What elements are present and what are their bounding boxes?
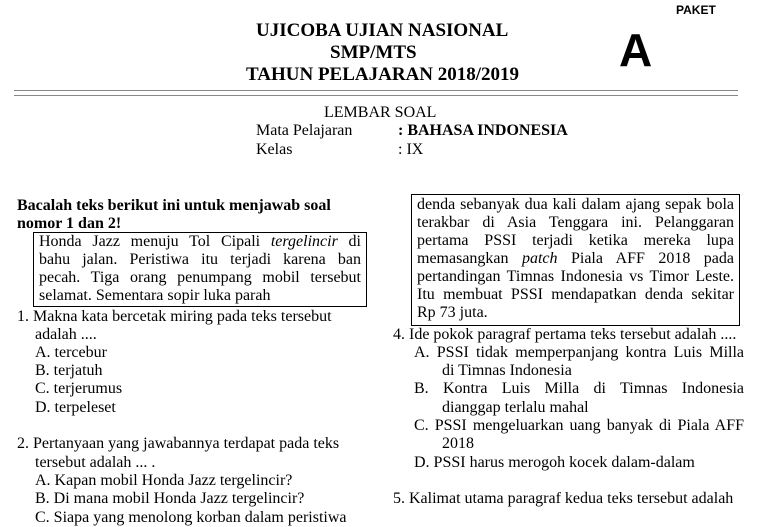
subject-label: Mata Pelajaran (256, 122, 353, 139)
passage-right-line-3: pertama PSSI terjadi ketika mereka lupa (417, 232, 734, 249)
q4-option-c[interactable] (414, 417, 744, 435)
q5-stem: 5. Kalimat utama paragraf kedua teks tersebut adalah (393, 490, 734, 507)
q4-option-b-line-1: B. Kontra Luis Milla di Timnas Indonesia (414, 380, 744, 397)
exam-title: UJICOBA UJIAN NASIONAL (256, 20, 509, 41)
instruction-line-1: Bacalah teks berikut ini untuk menjawab soal (17, 197, 331, 214)
passage-right-line-1: denda sebanyak dua kali dalam ajang sepak bola (417, 196, 734, 213)
q1-option-a[interactable]: A. tercebur (35, 344, 107, 361)
paket-letter: A (619, 24, 653, 76)
academic-year: TAHUN PELAJARAN 2018/2019 (246, 64, 520, 85)
q4-stem: 4. Ide pokok paragraf pertama teks tersebut adalah .... (393, 326, 737, 343)
q4-option-a[interactable] (414, 344, 744, 362)
q4-option-c-line-1: C. PSSI mengeluarkan uang banyak di Piala AFF (414, 417, 744, 434)
passage-box-left (33, 232, 367, 307)
passage-right-line-5: pertandingan Timnas Indonesia vs Timor Leste. (417, 268, 734, 285)
q2-stem-1: 2. Pertanyaan yang jawabannya terdapat pada teks (17, 435, 340, 452)
sheet-title: LEMBAR SOAL (324, 104, 437, 121)
passage-right-line-6: Itu membuat PSSI mendapatkan denda sekitar (417, 286, 734, 303)
q1-stem-1: 1. Makna kata bercetak miring pada teks tersebut (17, 308, 332, 325)
passage-right-line-4: memasangkan patch Piala AFF 2018 pada (417, 250, 734, 267)
passage-right-line-2: terakbar di Asia Tenggara ini. Pelanggaran (417, 214, 734, 231)
q2-option-b[interactable]: B. Di mana mobil Honda Jazz tergelincir? (35, 490, 305, 507)
q4-option-b[interactable] (414, 380, 744, 398)
q1-option-c[interactable]: C. terjerumus (35, 380, 123, 397)
subject-value: : BAHASA INDONESIA (398, 122, 568, 139)
passage-right-line-7: Rp 73 juta. (417, 304, 488, 321)
passage-left-line-4: selamat. Sementara sopir luka parah (39, 287, 271, 304)
q4-option-a-line-1: A. PSSI tidak memperpanjang kontra Luis Milla (414, 344, 744, 361)
header-divider (14, 90, 738, 96)
q1-option-d[interactable]: D. terpeleset (35, 399, 116, 416)
q4-option-b-line-2: dianggap terlalu mahal (442, 399, 589, 416)
passage-left-line-1: Honda Jazz menuju Tol Cipali tergelincir di (39, 233, 361, 250)
paket-label: PAKET (676, 3, 716, 17)
school-level: SMP/MTS (330, 42, 417, 63)
q1-option-b[interactable]: B. terjatuh (35, 362, 103, 379)
q2-option-c[interactable]: C. Siapa yang menolong korban dalam peristiwa (35, 509, 347, 526)
passage-left-line-3: pecah. Tiga orang penumpang mobil tersebut (39, 269, 361, 286)
q4-option-a-line-2: di Timnas Indonesia (442, 362, 572, 379)
q2-stem-2: tersebut adalah ... . (35, 454, 156, 471)
passage-box-right (411, 194, 740, 326)
q2-option-a[interactable]: A. Kapan mobil Honda Jazz tergelincir? (35, 472, 293, 489)
class-value: : IX (398, 141, 424, 158)
passage-left-line-2: bahu jalan. Peristiwa itu terjadi karena ban (39, 251, 361, 268)
q4-option-d[interactable]: D. PSSI harus merogoh kocek dalam-dalam (414, 454, 695, 471)
q1-stem-2: adalah .... (35, 326, 97, 343)
class-label: Kelas (256, 141, 293, 158)
instruction-line-2: nomor 1 dan 2! (17, 215, 122, 232)
q4-option-c-line-2: 2018 (442, 435, 474, 452)
